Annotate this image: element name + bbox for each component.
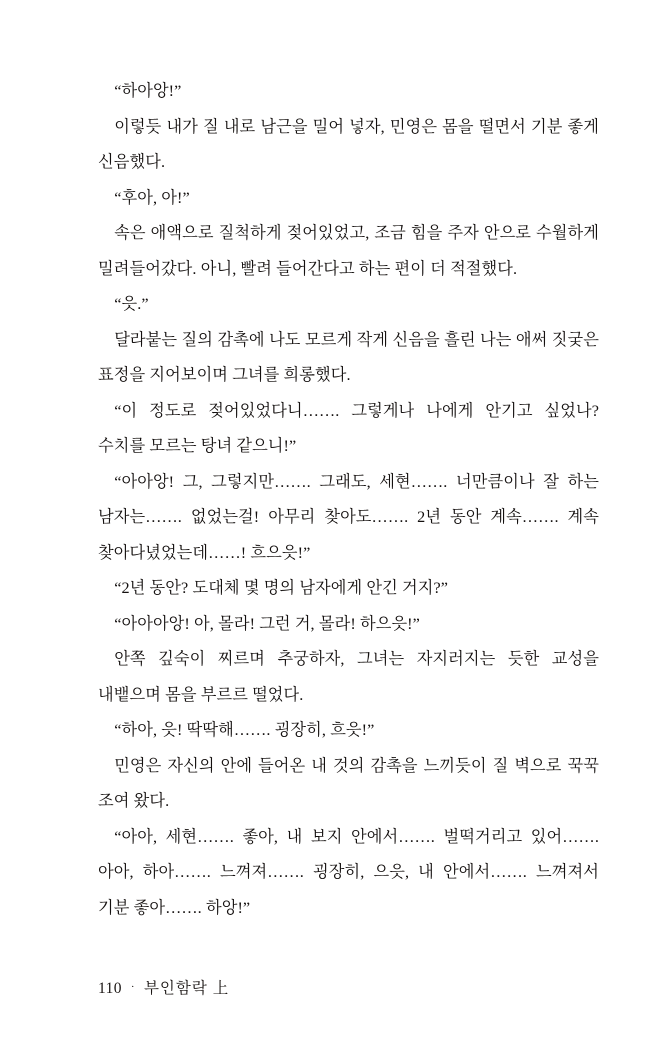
paragraph: 민영은 자신의 안에 들어온 내 것의 감촉을 느끼듯이 질 벽으로 꾹꾹 조여 왔다.: [98, 756, 599, 810]
page-body: [98, 74, 599, 926]
page-number: 110: [98, 980, 122, 997]
paragraph: 달라붙는 질의 감촉에 나도 모르게 작게 신음을 흘린 나는 애써 짓궂은 표정을 지어보이며 그녀를 희롱했다.: [98, 330, 599, 384]
paragraph: “하아, 읏! 딱딱해……. 굉장히, 흐읏!”: [114, 721, 375, 739]
paragraph: “이 정도로 젖어있었다니……. 그렇게나 나에게 안기고 싶었나? 수치를 모르는 탕녀 같으니!”: [98, 401, 599, 455]
paragraph: “아아앙! 그, 그렇지만……. 그래도, 세현……. 너만큼이나 잘 하는 남자는……. 없었는걸! 아무리 찾아도……. 2년 동안 계속……. 계속 찾아다녔었는데……! 흐으읏!”: [98, 472, 599, 562]
paragraph: “읏.”: [114, 295, 149, 313]
paragraph: 이렇듯 내가 질 내로 남근을 밀어 넣자, 민영은 몸을 떨면서 기분 좋게 신음했다.: [98, 117, 599, 171]
paragraph: “하아앙!”: [114, 82, 182, 100]
running-title: 부인함락 上: [143, 980, 230, 997]
paragraph: “아아아앙! 아, 몰라! 그런 거, 몰라! 하으읏!”: [114, 614, 420, 633]
footer-separator: ·: [130, 981, 135, 993]
paragraph: “2년 동안? 도대체 몇 명의 남자에게 안긴 거지?”: [114, 579, 449, 597]
paragraph: 안쪽 깊숙이 찌르며 추궁하자, 그녀는 자지러지는 듯한 교성을 내뱉으며 몸을 부르르 떨었다.: [98, 650, 599, 704]
paragraph: 속은 애액으로 질척하게 젖어있었고, 조금 힘을 주자 안으로 수월하게 밀려들어갔다. 아니, 빨려 들어간다고 하는 편이 더 적절했다.: [98, 224, 599, 278]
paragraph: “후아, 아!”: [114, 188, 190, 207]
paragraph: “아아, 세현……. 좋아, 내 보지 안에서……. 벌떡거리고 있어……. 아아, 하아……. 느껴져……. 굉장히, 으읏, 내 안에서……. 느껴져서 기분 좋아……. 하앙!”: [98, 827, 599, 917]
page-footer: [98, 976, 229, 998]
